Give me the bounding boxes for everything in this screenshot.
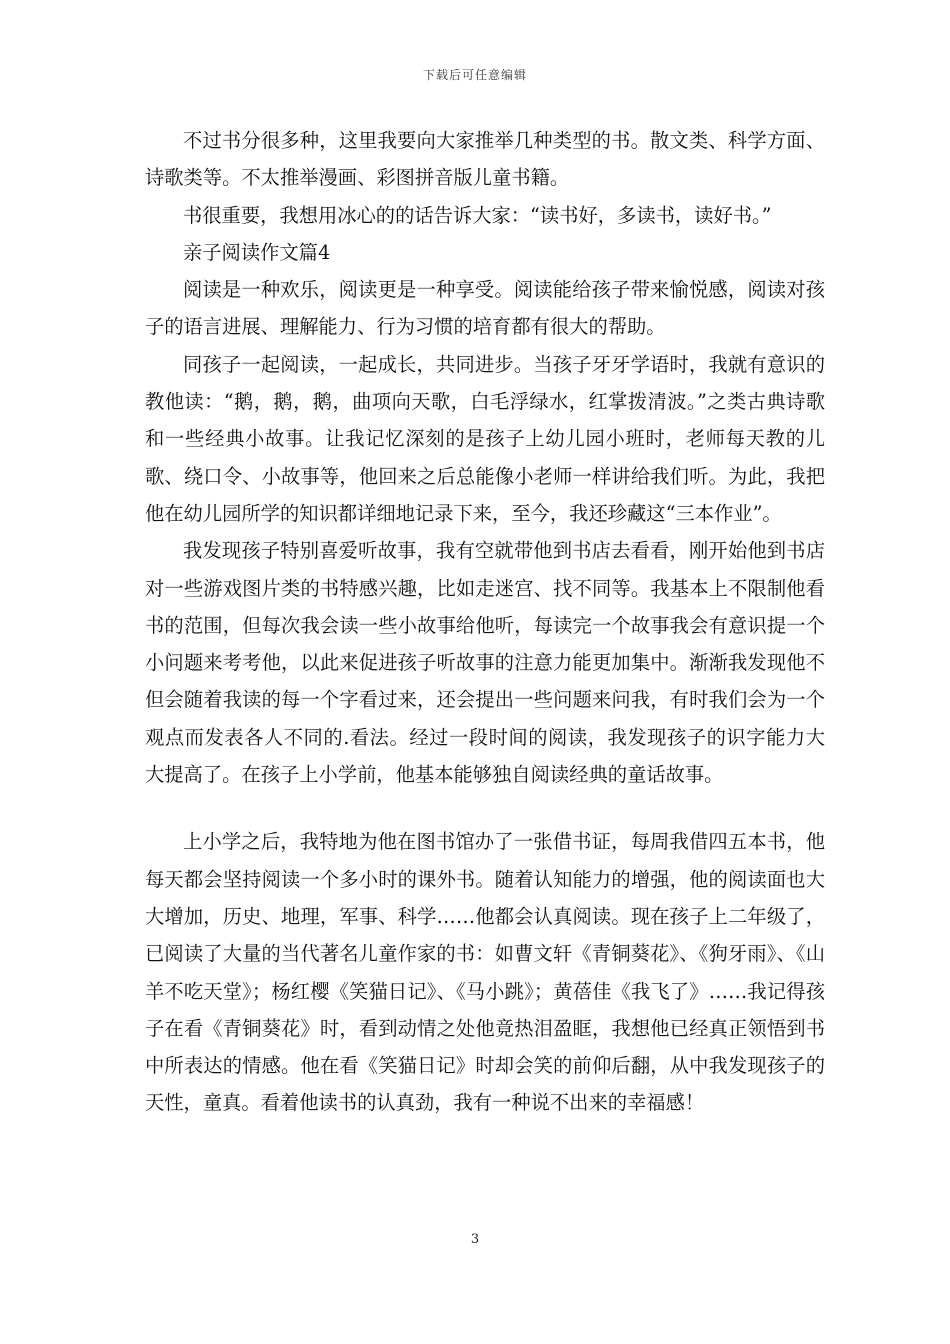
paragraph-primary-school: 上小学之后，我特地为他在图书馆办了一张借书证，每周我借四五本书，他每天都会坚持阅读一个多小时的课外书。随着认知能力的增强，他的阅读面也大大增加，历史、地理，军事、科学……他都会认真阅读。现在孩子上二年级了，已阅读了大量的当代著名儿童作家的书：如曹文轩《青铜葵花》、《狗牙雨》、《山羊不吃天堂》；杨红樱《笑猫日记》、《马小跳》；黄蓓佳《我飞了》……我记得孩子在看《青铜葵花》时，看到动情之处他竟热泪盈眶，我想他已经真正领悟到书中所表达的情感。他在看《笑猫日记》时却会笑的前仰后翻，从中我发现孩子的天性，童真。看着他读书的认真劲，我有一种说不出来的幸福感！	[145, 830, 825, 1115]
section-title: 亲子阅读作文篇4	[183, 240, 331, 264]
paragraph-bingxin-quote: 书很重要，我想用冰心的的话告诉大家：“读书好，多读书，读好书。”	[183, 203, 772, 227]
paragraph-love-stories: 我发现孩子特别喜爱听故事，我有空就带他到书店去看看，刚开始他到书店对一些游戏图片类的书特感兴趣，比如走迷宫、找不同等。我基本上不限制他看书的范围，但每次我会读一些小故事给他听，每读完一个故事我会有意识提一个小问题来考考他，以此来促进孩子听故事的注意力能更加集中。渐渐我发现他不但会随着我读的每一个字看过来，还会提出一些问题来问我，有时我们会为一个观点而发表各人不同的.看法。经过一段时间的阅读，我发现孩子的识字能力大大提高了。在孩子上小学前，他基本能够独自阅读经典的童话故事。	[145, 539, 825, 787]
page-header: 下载后可任意编辑	[422, 68, 527, 82]
paragraph-reading-joy: 阅读是一种欢乐，阅读更是一种享受。阅读能给孩子带来愉悦感，阅读对孩子的语言进展、理解能力、行为习惯的培育都有很大的帮助。	[145, 278, 825, 339]
paragraph-book-types: 不过书分很多种，这里我要向大家推举几种类型的书。散文类、科学方面、诗歌类等。不太推举漫画、彩图拼音版儿童书籍。	[145, 129, 825, 190]
paragraph-read-together: 同孩子一起阅读，一起成长，共同进步。当孩子牙牙学语时，我就有意识的教他读：“鹅，鹅，鹅，曲项向天歌，白毛浮绿水，红掌拨清波。”之类古典诗歌和一些经典小故事。让我记忆深刻的是孩子上幼儿园小班时，老师每天教的儿歌、绕口令、小故事等，他回来之后总能像小老师一样讲给我们听。为此，我把他在幼儿园所学的知识都详细地记录下来，至今，我还珍藏这“三本作业”。	[145, 352, 825, 525]
paragraph-spacer	[145, 793, 825, 823]
document-body	[145, 122, 825, 1122]
page-number: 3	[470, 1232, 480, 1247]
